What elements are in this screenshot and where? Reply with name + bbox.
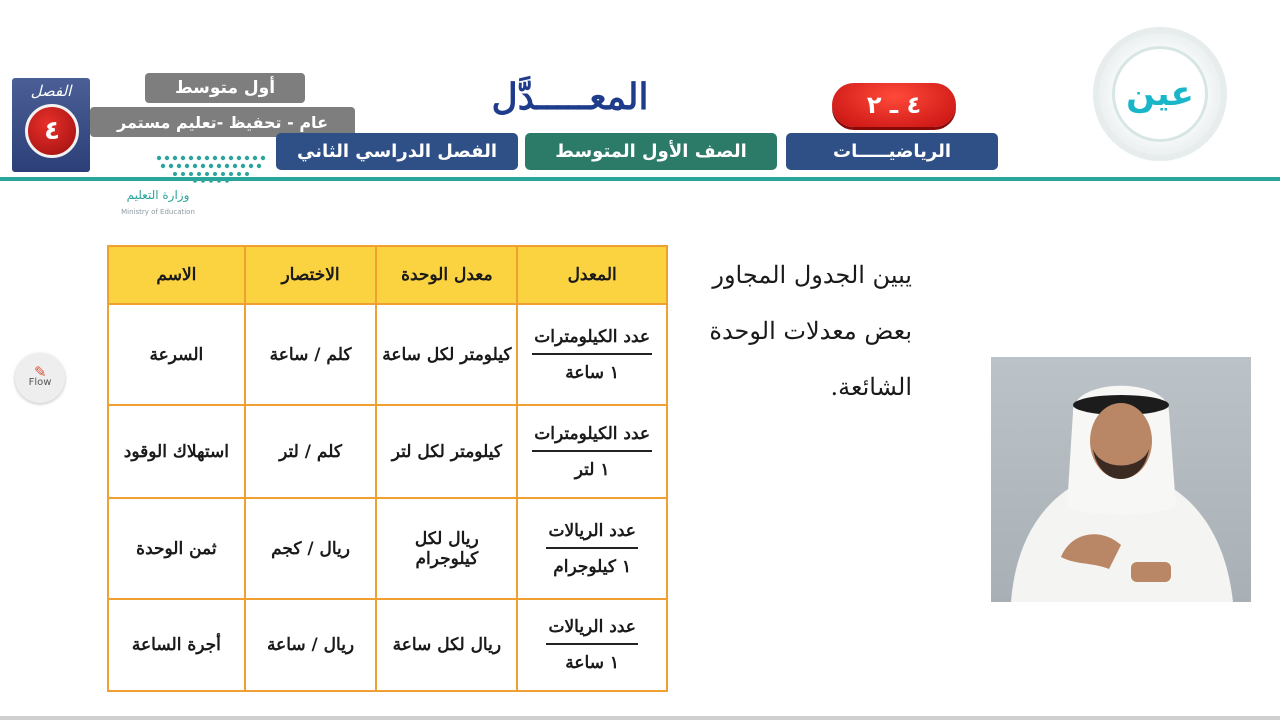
- cell-rate: [517, 498, 667, 599]
- channel-logo-text: عين: [1112, 46, 1208, 142]
- lesson-title: المعـــــدَّل: [491, 76, 649, 118]
- pencil-icon: ✎: [34, 363, 47, 381]
- flow-label: Flow: [28, 377, 52, 388]
- channel-logo: [1093, 27, 1227, 161]
- header-divider: [0, 177, 1280, 181]
- header-name: الاسم: [108, 246, 245, 304]
- cell-unit-rate: كيلومتر لكل ساعة: [376, 304, 517, 405]
- table-row: [108, 304, 667, 405]
- cell-abbreviation: كلم / ساعة: [245, 304, 377, 405]
- header-abbreviation: الاختصار: [245, 246, 377, 304]
- rate-denominator: ١ ساعة: [565, 653, 620, 673]
- cell-unit-rate: كيلومتر لكل لتر: [376, 405, 517, 498]
- grade-tab: الصف الأول المتوسط: [525, 133, 777, 170]
- rate-denominator: ١ كيلوجرام: [553, 556, 632, 577]
- table-header-row: [108, 246, 667, 304]
- rate-numerator: عدد الريالات: [546, 521, 637, 549]
- semester-tab: الفصل الدراسي الثاني: [276, 133, 518, 170]
- rate-numerator: عدد الكيلومترات: [532, 424, 652, 452]
- cell-abbreviation: ريال / ساعة: [245, 599, 377, 691]
- cell-rate: [517, 599, 667, 691]
- rate-numerator: عدد الكيلومترات: [532, 327, 652, 355]
- rate-fraction: [532, 327, 652, 383]
- rate-numerator: عدد الريالات: [546, 617, 637, 645]
- rates-table: [107, 245, 668, 692]
- rate-denominator: ١ لتر: [574, 459, 610, 480]
- cell-abbreviation: كلم / لتر: [245, 405, 377, 498]
- header-rate: المعدل: [517, 246, 667, 304]
- ministry-logo: [108, 152, 278, 222]
- term-number: ٤: [25, 104, 79, 158]
- table-row: [108, 599, 667, 691]
- cell-unit-rate: ريال لكل كيلوجرام: [376, 498, 517, 599]
- ministry-arabic-text: وزارة التعليم: [126, 188, 190, 202]
- bottom-strip: [0, 716, 1280, 720]
- lesson-number-badge: ٤ ـ ٢: [832, 83, 956, 127]
- cell-unit-rate: ريال لكل ساعة: [376, 599, 517, 691]
- header-unit-rate: معدل الوحدة: [376, 246, 517, 304]
- ministry-english-text: Ministry of Education: [121, 208, 195, 216]
- level-label: أول متوسط: [145, 73, 305, 103]
- cell-name: أجرة الساعة: [108, 599, 245, 691]
- track-label: عام - تحفيظ -تعليم مستمر: [90, 107, 355, 137]
- description-text: يبين الجدول المجاور بعض معدلات الوحدة الشائعة.: [709, 261, 912, 401]
- presenter-figure: [991, 357, 1251, 602]
- table-row: [108, 405, 667, 498]
- flow-button[interactable]: [15, 353, 65, 403]
- rate-fraction: [546, 617, 637, 673]
- term-word: الفصل: [30, 82, 72, 100]
- cell-name: ثمن الوحدة: [108, 498, 245, 599]
- cell-name: استهلاك الوقود: [108, 405, 245, 498]
- term-badge: [12, 78, 90, 172]
- subject-tab: الرياضيـــــات: [786, 133, 998, 170]
- presenter-video: [991, 357, 1251, 602]
- cell-abbreviation: ريال / كجم: [245, 498, 377, 599]
- rate-fraction: [532, 424, 652, 480]
- rate-denominator: ١ ساعة: [565, 362, 620, 383]
- cell-name: السرعة: [108, 304, 245, 405]
- table-row: [108, 498, 667, 599]
- rate-fraction: [546, 521, 637, 577]
- cell-rate: [517, 405, 667, 498]
- cell-rate: [517, 304, 667, 405]
